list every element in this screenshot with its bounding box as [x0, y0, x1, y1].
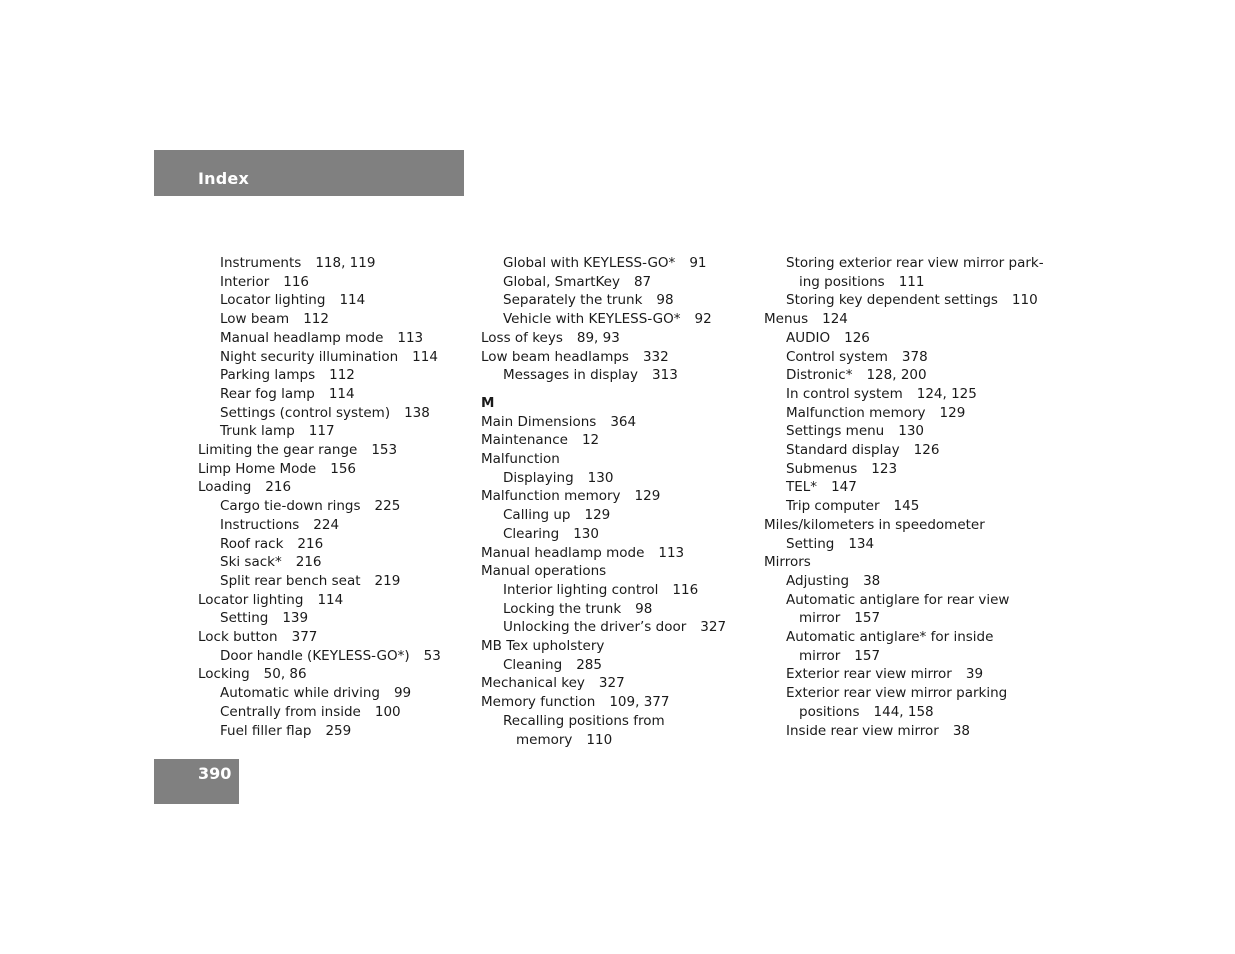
index-page-ref: 110 — [1011, 292, 1038, 309]
index-column-1 — [198, 254, 468, 740]
index-page-ref: 147 — [831, 479, 857, 496]
index-page-ref: 157 — [854, 647, 881, 664]
index-entry — [198, 366, 468, 385]
index-entry — [764, 722, 1034, 741]
index-entry — [198, 516, 468, 535]
index-entry-continuation — [764, 609, 1034, 628]
index-entry — [481, 329, 751, 348]
page-number: 390 — [198, 764, 232, 783]
index-entry — [481, 618, 751, 637]
index-page-ref: 224 — [313, 516, 340, 533]
index-page-ref: 114 — [412, 348, 438, 365]
index-entry — [198, 404, 468, 423]
index-page-ref: 112 — [329, 367, 355, 384]
index-entry — [198, 572, 468, 591]
index-term: Interior lighting control — [503, 581, 659, 598]
index-page-ref: 100 — [374, 703, 401, 720]
index-entry — [764, 535, 1034, 554]
index-term: Adjusting — [786, 572, 850, 589]
index-entry — [764, 404, 1034, 423]
index-entry — [481, 310, 751, 329]
index-term: Locking the trunk — [503, 600, 622, 617]
index-page-ref: 157 — [854, 610, 881, 627]
index-term: TEL* — [786, 479, 818, 496]
index-term: Manual operations — [481, 563, 607, 580]
index-page-ref: 313 — [652, 367, 678, 384]
index-term: Automatic antiglare* for inside — [786, 629, 994, 646]
index-page-ref: 144, 158 — [873, 703, 934, 720]
index-entry — [481, 562, 751, 581]
index-entry — [481, 600, 751, 619]
index-page-ref: 124, 125 — [916, 385, 977, 402]
index-entry — [764, 254, 1044, 273]
index-term: Centrally from inside — [220, 703, 361, 720]
index-term: Door handle (KEYLESS-GO*) — [220, 647, 410, 664]
index-term: Trunk lamp — [220, 423, 295, 440]
index-entry — [481, 273, 751, 292]
index-page-ref: 99 — [393, 685, 412, 702]
index-page-ref: 116 — [283, 273, 310, 290]
index-page-ref: 332 — [642, 348, 669, 365]
index-entry-continuation — [481, 731, 751, 750]
index-term: Vehicle with KEYLESS-GO* — [503, 311, 681, 328]
index-entry — [198, 254, 468, 273]
index-term: Roof rack — [220, 535, 284, 552]
index-entry — [481, 413, 751, 432]
index-page-ref: 128, 200 — [866, 367, 927, 384]
index-term: Mirrors — [764, 554, 811, 571]
index-entry — [481, 348, 751, 367]
index-page-ref: 114 — [328, 385, 355, 402]
page-number-box — [154, 759, 239, 804]
index-page-ref: 377 — [291, 629, 318, 646]
index-page-ref: 129 — [634, 488, 661, 505]
index-term: Separately the trunk — [503, 292, 643, 309]
index-term: Locator lighting — [220, 292, 326, 309]
index-term: Displaying — [503, 469, 574, 486]
index-entry — [764, 366, 1034, 385]
index-entry — [764, 497, 1034, 516]
index-entry — [198, 684, 468, 703]
index-entry — [764, 422, 1034, 441]
index-column-3 — [764, 254, 1044, 740]
index-entry-continuation — [764, 703, 1034, 722]
index-entry — [764, 460, 1034, 479]
index-entry — [764, 684, 1034, 703]
index-term: Low beam headlamps — [481, 348, 629, 365]
index-term: Instruments — [220, 255, 302, 271]
index-entry — [481, 506, 751, 525]
index-entry — [481, 712, 751, 731]
index-entry — [198, 665, 468, 684]
index-term: Global, SmartKey — [503, 273, 620, 290]
index-page-ref: 259 — [325, 722, 352, 739]
index-term: Memory function — [481, 694, 596, 711]
index-entry — [764, 310, 1034, 329]
index-page-ref: 111 — [898, 273, 925, 290]
index-term: Setting — [220, 610, 269, 627]
index-page-ref: 98 — [656, 292, 674, 309]
index-term: Automatic while driving — [220, 685, 380, 702]
index-term: Main Dimensions — [481, 413, 597, 430]
index-term: Control system — [786, 348, 888, 365]
index-entry — [198, 553, 468, 572]
index-entry — [764, 572, 1034, 591]
index-entry — [481, 469, 751, 488]
index-term: Ski sack* — [220, 554, 282, 571]
index-term: mirror — [799, 610, 841, 627]
index-page-ref: 130 — [573, 525, 599, 542]
index-page-ref: 38 — [863, 572, 881, 589]
index-entry — [198, 535, 468, 554]
index-entry — [198, 722, 468, 741]
index-page-ref: 98 — [635, 600, 653, 617]
index-entry — [481, 254, 751, 273]
index-entry — [198, 478, 468, 497]
index-page-ref: 126 — [844, 329, 870, 346]
index-term: Menus — [764, 311, 809, 328]
index-page-ref: 138 — [404, 404, 430, 421]
index-page-ref: 39 — [965, 666, 984, 683]
index-entry — [198, 460, 468, 479]
index-page-ref: 114 — [339, 292, 366, 309]
index-entry — [481, 637, 751, 656]
index-term: Locator lighting — [198, 591, 304, 608]
index-term: M — [481, 394, 495, 411]
index-term: Exterior rear view mirror — [786, 666, 952, 683]
index-page-ref: 109, 377 — [609, 694, 670, 711]
index-term: mirror — [799, 647, 841, 664]
index-page-ref: 130 — [898, 423, 925, 440]
index-term: Malfunction memory — [786, 404, 926, 421]
index-entry — [481, 450, 751, 469]
index-entry-continuation — [764, 273, 1034, 292]
index-page-ref: 378 — [901, 348, 928, 365]
index-term: Loss of keys — [481, 329, 563, 346]
index-entry — [198, 348, 468, 367]
index-page-ref: 216 — [297, 535, 324, 552]
index-entry — [764, 385, 1034, 404]
index-page-ref: 50, 86 — [263, 666, 307, 683]
index-page-ref: 38 — [952, 722, 971, 739]
index-page-ref: 126 — [913, 442, 940, 459]
index-term: Night security illumination — [220, 348, 399, 365]
index-entry — [481, 291, 751, 310]
index-page-ref: 117 — [308, 423, 335, 440]
index-term: Manual headlamp mode — [481, 544, 645, 561]
index-entry — [764, 591, 1034, 610]
index-term: Cleaning — [503, 656, 563, 673]
index-entry — [481, 366, 751, 385]
index-entry — [764, 291, 1038, 310]
index-entry — [764, 628, 1034, 647]
index-term: memory — [516, 731, 573, 748]
index-entry — [198, 441, 468, 460]
index-letter-heading — [481, 394, 751, 413]
index-term: Limp Home Mode — [198, 460, 317, 477]
index-page-ref: 153 — [371, 442, 398, 459]
index-page-ref: 327 — [598, 675, 625, 692]
index-entry — [764, 665, 1034, 684]
index-term: Locking — [198, 666, 250, 683]
index-entry — [481, 544, 751, 563]
index-term: Messages in display — [503, 367, 639, 384]
index-page-ref: 12 — [581, 432, 600, 449]
index-term: Limiting the gear range — [198, 442, 358, 459]
index-page-ref: 87 — [633, 273, 652, 290]
index-page-ref: 92 — [694, 311, 712, 328]
index-term: Standard display — [786, 442, 900, 459]
index-page-ref: 216 — [295, 554, 322, 571]
index-page-ref: 219 — [374, 572, 401, 589]
index-entry — [198, 497, 468, 516]
index-entry — [198, 291, 468, 310]
index-entry — [764, 329, 1034, 348]
index-entry — [198, 310, 468, 329]
index-term: positions — [799, 703, 860, 720]
index-entry — [764, 441, 1034, 460]
index-term: Rear fog lamp — [220, 385, 315, 402]
index-term: MB Tex upholstery — [481, 638, 605, 655]
index-entry — [764, 553, 1034, 572]
index-entry — [481, 487, 751, 506]
index-term: Miles/kilometers in speedometer — [764, 516, 985, 533]
index-page-ref: 139 — [282, 610, 309, 627]
index-term: Storing exterior rear view mirror park- — [786, 255, 1044, 271]
page-title: Index — [198, 169, 249, 188]
index-term: Malfunction — [481, 451, 560, 468]
index-term: Clearing — [503, 525, 560, 542]
header-bar — [154, 150, 464, 196]
index-term: ing positions — [799, 273, 885, 290]
index-entry — [198, 273, 468, 292]
index-term: AUDIO — [786, 329, 831, 346]
index-term: Distronic* — [786, 367, 853, 384]
index-page-ref: 145 — [893, 498, 920, 515]
index-page-ref: 327 — [700, 619, 727, 636]
index-term: Calling up — [503, 507, 571, 524]
index-entry — [481, 525, 751, 544]
index-entry — [198, 703, 468, 722]
index-term: Parking lamps — [220, 367, 316, 384]
index-page-ref: 112 — [303, 311, 329, 328]
index-page-ref: 129 — [584, 507, 611, 524]
index-entry — [764, 516, 1034, 535]
index-entry — [481, 581, 751, 600]
index-entry — [481, 693, 751, 712]
index-entry — [198, 329, 468, 348]
index-term: Recalling positions from — [503, 712, 665, 729]
index-page-ref: 53 — [423, 647, 441, 664]
index-term: Submenus — [786, 460, 858, 477]
index-page-ref: 216 — [265, 479, 292, 496]
index-term: Lock button — [198, 629, 278, 646]
index-term: Fuel filler flap — [220, 722, 312, 739]
index-entry — [764, 478, 1034, 497]
index-term: Unlocking the driver’s door — [503, 619, 687, 636]
index-term: Malfunction memory — [481, 488, 621, 505]
index-term: In control system — [786, 385, 903, 402]
index-page-ref: 89, 93 — [576, 329, 620, 346]
index-page-ref: 91 — [689, 255, 707, 271]
index-page-ref: 129 — [939, 404, 966, 421]
index-term: Setting — [786, 535, 835, 552]
index-page-ref: 110 — [586, 731, 613, 748]
index-term: Automatic antiglare for rear view — [786, 591, 1010, 608]
index-term: Inside rear view mirror — [786, 722, 939, 739]
index-term: Mechanical key — [481, 675, 585, 692]
index-page-ref: 225 — [374, 498, 401, 515]
index-page-ref: 130 — [587, 469, 614, 486]
index-page-ref: 285 — [576, 656, 602, 673]
index-term: Low beam — [220, 311, 290, 328]
index-page-ref: 113 — [658, 544, 685, 561]
index-page-ref: 113 — [397, 329, 424, 346]
index-column-2 — [481, 254, 751, 749]
index-page-ref: 364 — [610, 413, 637, 430]
index-entry — [764, 348, 1034, 367]
index-page-ref: 118, 119 — [315, 255, 376, 271]
index-entry — [198, 385, 468, 404]
index-entry — [198, 647, 468, 666]
index-term: Interior — [220, 273, 270, 290]
index-page-ref: 114 — [317, 591, 344, 608]
index-term: Cargo tie-down rings — [220, 498, 361, 515]
index-entry — [198, 609, 468, 628]
index-term: Storing key dependent settings — [786, 292, 998, 309]
index-term: Manual headlamp mode — [220, 329, 384, 346]
index-page-ref: 123 — [871, 460, 898, 477]
index-entry — [198, 591, 468, 610]
index-term: Instructions — [220, 516, 300, 533]
index-page-ref: 124 — [822, 311, 848, 328]
index-term: Settings menu — [786, 423, 885, 440]
index-entry — [481, 656, 751, 675]
index-entry — [198, 628, 468, 647]
index-term: Global with KEYLESS-GO* — [503, 255, 676, 271]
index-entry-continuation — [764, 647, 1034, 666]
index-page-ref: 156 — [330, 460, 357, 477]
index-entry — [198, 422, 468, 441]
index-term: Trip computer — [786, 498, 880, 515]
index-term: Exterior rear view mirror parking — [786, 685, 1008, 702]
index-page-ref: 134 — [848, 535, 875, 552]
index-entry — [481, 431, 751, 450]
index-page-ref: 116 — [672, 581, 699, 598]
index-term: Loading — [198, 479, 252, 496]
index-term: Split rear bench seat — [220, 572, 361, 589]
index-term: Settings (control system) — [220, 404, 391, 421]
index-term: Maintenance — [481, 432, 568, 449]
index-entry — [481, 674, 751, 693]
